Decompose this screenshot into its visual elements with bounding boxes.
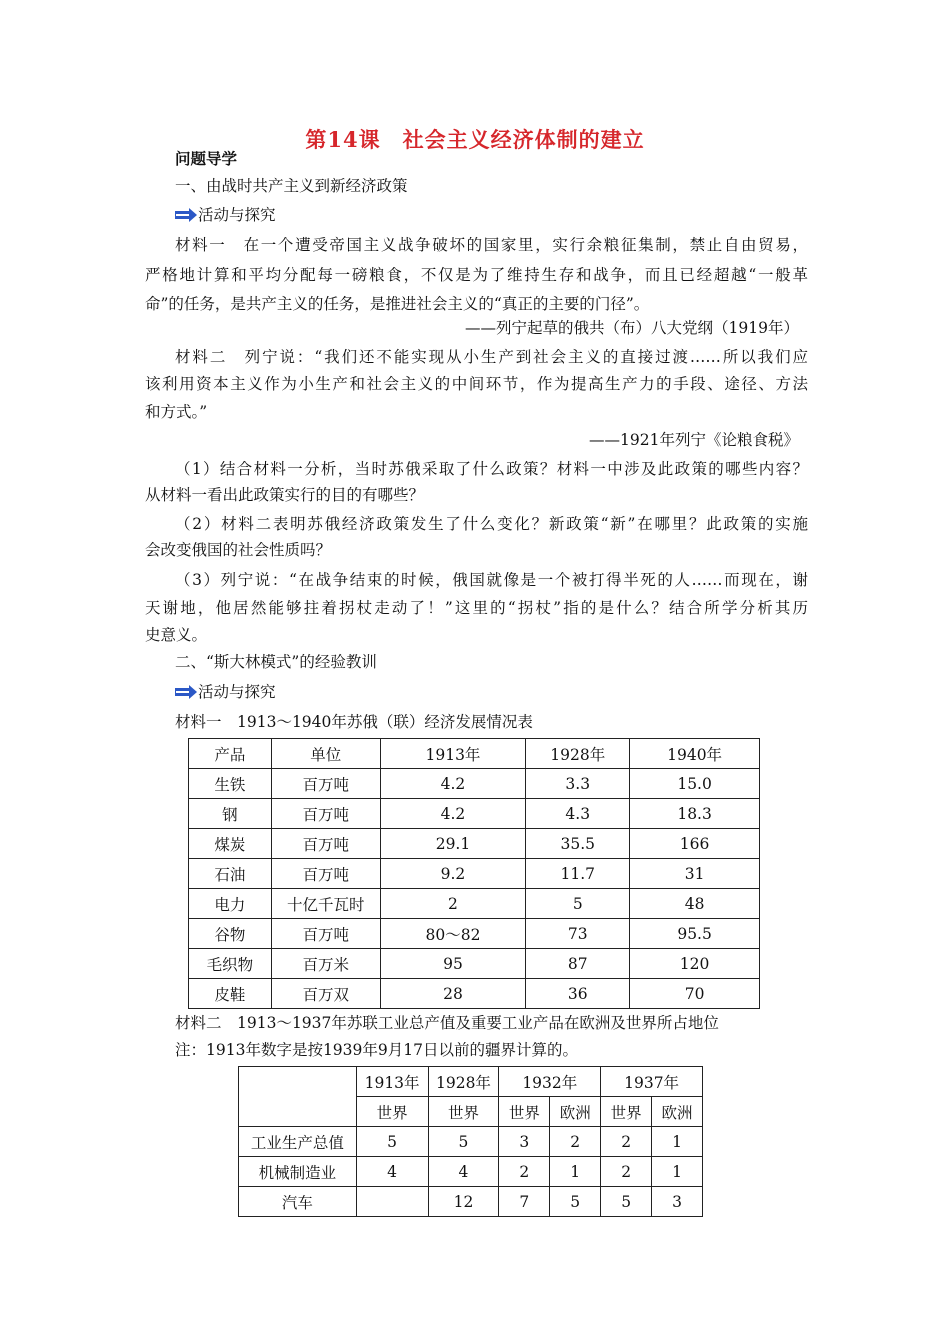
table-header-cell: 1913年	[380, 739, 526, 769]
table-row	[189, 829, 760, 859]
table-cell: 3	[652, 1187, 703, 1217]
world-position-table	[238, 1066, 703, 1217]
table-row	[189, 799, 760, 829]
table-row	[239, 1127, 703, 1157]
table-cell: 机械制造业	[239, 1157, 357, 1187]
table-cell: 煤炭	[189, 829, 272, 859]
activity-label: 活动与探究	[198, 206, 276, 224]
question-line: 天谢地，他居然能够拄着拐杖走动了！”这里的“拐杖”指的是什么？结合所学分析其历	[145, 599, 808, 617]
table-row	[189, 919, 760, 949]
table-row	[189, 769, 760, 799]
table-2-note: 注：1913年数字是按1939年9月17日以前的疆界计算的。	[175, 1041, 578, 1059]
table-1-caption: 材料一 1913～1940年苏俄（联）经济发展情况表	[175, 713, 533, 731]
table-cell: 12	[428, 1187, 499, 1217]
table-cell: 1	[652, 1127, 703, 1157]
lesson-title: 第14课 社会主义经济体制的建立	[305, 127, 645, 152]
question-line: （3）列宁说：“在战争结束的时候，俄国就像是一个被打得半死的人……而现在，谢	[175, 571, 808, 589]
year-header-cell: 1928年	[428, 1067, 499, 1097]
table-cell: 18.3	[630, 799, 760, 829]
table-cell: 48	[630, 889, 760, 919]
table-cell: 百万吨	[271, 799, 380, 829]
table-cell: 2	[601, 1127, 652, 1157]
material-1-line: 材料一 在一个遭受帝国主义战争破坏的国家里，实行余粮征集制，禁止自由贸易，	[175, 236, 808, 254]
table-row	[189, 979, 760, 1009]
material-1-line: 命”的任务，是共产主义的任务，是推进社会主义的“真正的主要的门径”。	[145, 295, 650, 313]
guide-heading: 问题导学	[175, 149, 238, 168]
table-cell: 毛织物	[189, 949, 272, 979]
material-2-line: 材料二 列宁说：“我们还不能实现从小生产到社会主义的直接过渡……所以我们应	[175, 348, 808, 366]
table-header-cell: 1940年	[630, 739, 760, 769]
table-cell: 29.1	[380, 829, 526, 859]
table-cell: 百万吨	[271, 829, 380, 859]
table-cell: 5	[428, 1127, 499, 1157]
table-header-cell: 产品	[189, 739, 272, 769]
table-cell: 皮鞋	[189, 979, 272, 1009]
table-row	[239, 1187, 703, 1217]
table-cell: 35.5	[526, 829, 630, 859]
table-cell: 120	[630, 949, 760, 979]
region-header-cell: 世界	[499, 1097, 550, 1127]
economy-table	[188, 738, 760, 1009]
table-cell: 2	[550, 1127, 601, 1157]
table-cell: 电力	[189, 889, 272, 919]
table-cell: 生铁	[189, 769, 272, 799]
table-corner-cell	[239, 1067, 357, 1127]
section-2-heading: 二、“斯大林模式”的经验教训	[175, 653, 377, 671]
table-cell: 3.3	[526, 769, 630, 799]
region-header-cell: 世界	[356, 1097, 428, 1127]
table-cell: 95.5	[630, 919, 760, 949]
arrow-icon	[175, 208, 197, 222]
table-cell: 百万吨	[271, 919, 380, 949]
year-header-cell: 1937年	[601, 1067, 703, 1097]
table-header-row	[189, 739, 760, 769]
table-cell: 2	[380, 889, 526, 919]
region-header-cell: 欧洲	[652, 1097, 703, 1127]
activity-label: 活动与探究	[198, 683, 276, 701]
activity-heading-1	[175, 205, 276, 225]
table-cell: 百万米	[271, 949, 380, 979]
table-cell: 5	[356, 1127, 428, 1157]
table-cell: 5	[526, 889, 630, 919]
material-1-source: ——列宁起草的俄共（布）八大党纲（1919年）	[465, 319, 799, 337]
table-cell: 73	[526, 919, 630, 949]
table-row	[189, 949, 760, 979]
material-2-line: 和方式。”	[145, 403, 208, 421]
year-header-cell: 1913年	[356, 1067, 428, 1097]
table-header-cell: 1928年	[526, 739, 630, 769]
table-cell: 80～82	[380, 919, 526, 949]
table-cell: 十亿千瓦时	[271, 889, 380, 919]
table-cell: 4	[356, 1157, 428, 1187]
table-cell: 百万吨	[271, 859, 380, 889]
table-cell: 4.2	[380, 799, 526, 829]
table-cell: 5	[550, 1187, 601, 1217]
region-header-cell: 欧洲	[550, 1097, 601, 1127]
question-line: 史意义。	[145, 626, 208, 644]
question-line: 从材料一看出此政策实行的目的有哪些？	[145, 486, 425, 504]
year-header-cell: 1932年	[499, 1067, 601, 1097]
arrow-icon	[175, 685, 197, 699]
table-cell	[356, 1187, 428, 1217]
material-1-line: 严格地计算和平均分配每一磅粮食，不仅是为了维持生存和战争，而且已经超越“一般革	[145, 266, 808, 284]
table-cell: 石油	[189, 859, 272, 889]
table-cell: 31	[630, 859, 760, 889]
question-line: （2）材料二表明苏俄经济政策发生了什么变化？新政策“新”在哪里？此政策的实施	[175, 515, 808, 533]
question-line: 会改变俄国的社会性质吗？	[145, 541, 332, 559]
table-cell: 百万双	[271, 979, 380, 1009]
table-cell: 7	[499, 1187, 550, 1217]
table-row	[239, 1157, 703, 1187]
table-cell: 4.3	[526, 799, 630, 829]
table-cell: 1	[550, 1157, 601, 1187]
table-cell: 9.2	[380, 859, 526, 889]
material-2-line: 该利用资本主义作为小生产和社会主义的中间环节，作为提高生产力的手段、途径、方法	[145, 375, 808, 393]
table-cell: 28	[380, 979, 526, 1009]
table-cell: 4.2	[380, 769, 526, 799]
table-cell: 4	[428, 1157, 499, 1187]
table-cell: 3	[499, 1127, 550, 1157]
table-cell: 2	[601, 1157, 652, 1187]
table-cell: 钢	[189, 799, 272, 829]
table-cell: 谷物	[189, 919, 272, 949]
activity-heading-2	[175, 682, 276, 702]
question-line: （1）结合材料一分析，当时苏俄采取了什么政策？材料一中涉及此政策的哪些内容？	[175, 460, 808, 478]
material-2-source: ——1921年列宁《论粮食税》	[589, 431, 799, 449]
table-row	[189, 859, 760, 889]
table-cell: 36	[526, 979, 630, 1009]
table-cell: 166	[630, 829, 760, 859]
table-cell: 95	[380, 949, 526, 979]
section-1-heading: 一、由战时共产主义到新经济政策	[175, 177, 408, 195]
table-cell: 5	[601, 1187, 652, 1217]
region-header-cell: 世界	[428, 1097, 499, 1127]
table-2-caption: 材料二 1913～1937年苏联工业总产值及重要工业产品在欧洲及世界所占地位	[175, 1014, 719, 1032]
table-cell: 70	[630, 979, 760, 1009]
table-cell: 15.0	[630, 769, 760, 799]
table-cell: 2	[499, 1157, 550, 1187]
table-cell: 工业生产总值	[239, 1127, 357, 1157]
table-cell: 1	[652, 1157, 703, 1187]
table-header-cell: 单位	[271, 739, 380, 769]
table-cell: 百万吨	[271, 769, 380, 799]
region-header-cell: 世界	[601, 1097, 652, 1127]
table-row	[189, 889, 760, 919]
table-header-row	[239, 1067, 703, 1097]
table-cell: 汽车	[239, 1187, 357, 1217]
table-cell: 87	[526, 949, 630, 979]
table-cell: 11.7	[526, 859, 630, 889]
